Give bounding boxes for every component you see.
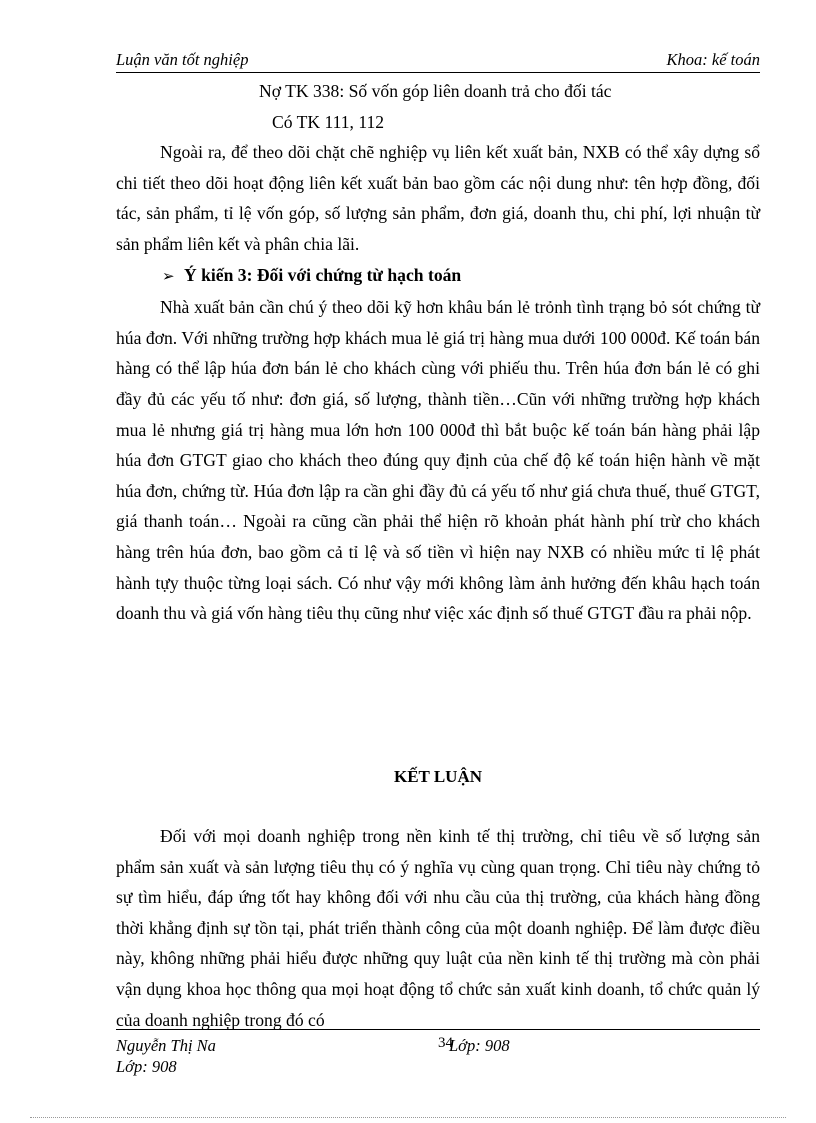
footer-class-left: Lớp: 908 <box>116 1057 177 1076</box>
arrow-bullet-icon: ➢ <box>162 268 175 285</box>
header-faculty-label: Khoa: kế toán <box>666 50 760 69</box>
journal-entry-debit: Nợ TK 338: Số vốn góp liên doanh trả cho đối tác <box>259 81 612 101</box>
page-bottom-border <box>30 1117 786 1118</box>
section-subheading <box>116 260 760 293</box>
footer-author: Nguyễn Thị Na <box>116 1036 216 1055</box>
conclusion-title: KẾT LUẬN <box>393 767 482 786</box>
subheading-text: Ý kiến 3: Đối với chứng từ hạch toán <box>184 264 462 285</box>
conclusion-content <box>116 821 760 1035</box>
paragraph-vouchers: Nhà xuất bản cần chú ý theo dõi kỹ hơn khâu bán lẻ trỏnh tình trạng bỏ sót chứng từ húa đơn. Với những trường hợp khách mua lẻ giá trị hàng mua dưới 100 000đ. Kế toán bán hàng có thể lập húa đơn bán lẻ cho khách cùng với phiếu thu. Trên húa đơn bán lẻ có ghi đầy đủ các yếu tố như: đơn giá, số lượng, thành tiền…Cũn với những trường hợp khách mua lẻ nhưng giá trị hàng mua lớn hơn 100 000đ thì bắt buộc kế toán bán hàng phải lập húa đơn GTGT giao cho khách theo đúng quy định của chế độ kế toán hiện hành về mặt húa đơn, chứng từ. Húa đơn lập ra cần ghi đầy đủ cá yếu tố như giá chưa thuế, thuế GTGT, giá thanh toán… Ngoài ra cũng cần phải thể hiện rõ khoản phát hành phí trừ cho khách hàng trên húa đơn, bao gồm cả tỉ lệ và số tiền vì hiện nay NXB có nhiều mức tỉ lệ phát hành tựy thuộc từng loại sách. Có như vậy mới không làm ảnh hưởng đến khâu hạch toán doanh thu và giá vốn hàng tiêu thụ cũng như việc xác định số thuế GTGT đầu ra phải nộp. <box>116 297 760 624</box>
footer-class-right: Lớp: 908 <box>449 1036 510 1055</box>
main-content <box>116 76 760 629</box>
page-header <box>116 50 760 73</box>
footer-divider <box>116 1029 760 1030</box>
paragraph-conclusion: Đối với mọi doanh nghiệp trong nền kinh tế thị trường, chỉ tiêu về số lượng sản phẩm sản xuất và sản lượng tiêu thụ có ý nghĩa vụ cùng quan trọng. Chỉ tiêu này chứng tỏ sự tìm hiểu, đáp ứng tốt hay không đối với nhu cầu của thị trường, của khách hàng đồng thời khẳng định sự tồn tại, phát triển thành công của một doanh nghiệp. Để làm được điều này, không những phải hiểu được những quy luật của nền kinh tế thị trường mà còn phải vận dụng khoa học thông qua mọi hoạt động tổ chức sản xuất kinh doanh, tổ chức quản lý của doanh nghiệp trong đó có <box>116 826 760 1030</box>
paragraph-joint-publishing: Ngoài ra, để theo dõi chặt chẽ nghiệp vụ liên kết xuất bản, NXB có thể xây dựng sổ chi tiết theo dõi hoạt động liên kết xuất bản bao gồm các nội dung như: tên hợp đồng, đối tác, sản phẩm, tỉ lệ vốn góp, số lượng sản phẩm, đơn giá, doanh thu, chi phí, lợi nhuận từ sản phẩm liên kết và phân chia lãi. <box>116 142 760 254</box>
header-thesis-label: Luận văn tốt nghiệp <box>116 50 249 69</box>
journal-entry-credit: Có TK 111, 112 <box>272 111 385 132</box>
page-footer <box>116 1035 760 1079</box>
page-number: 34 <box>438 1035 453 1051</box>
